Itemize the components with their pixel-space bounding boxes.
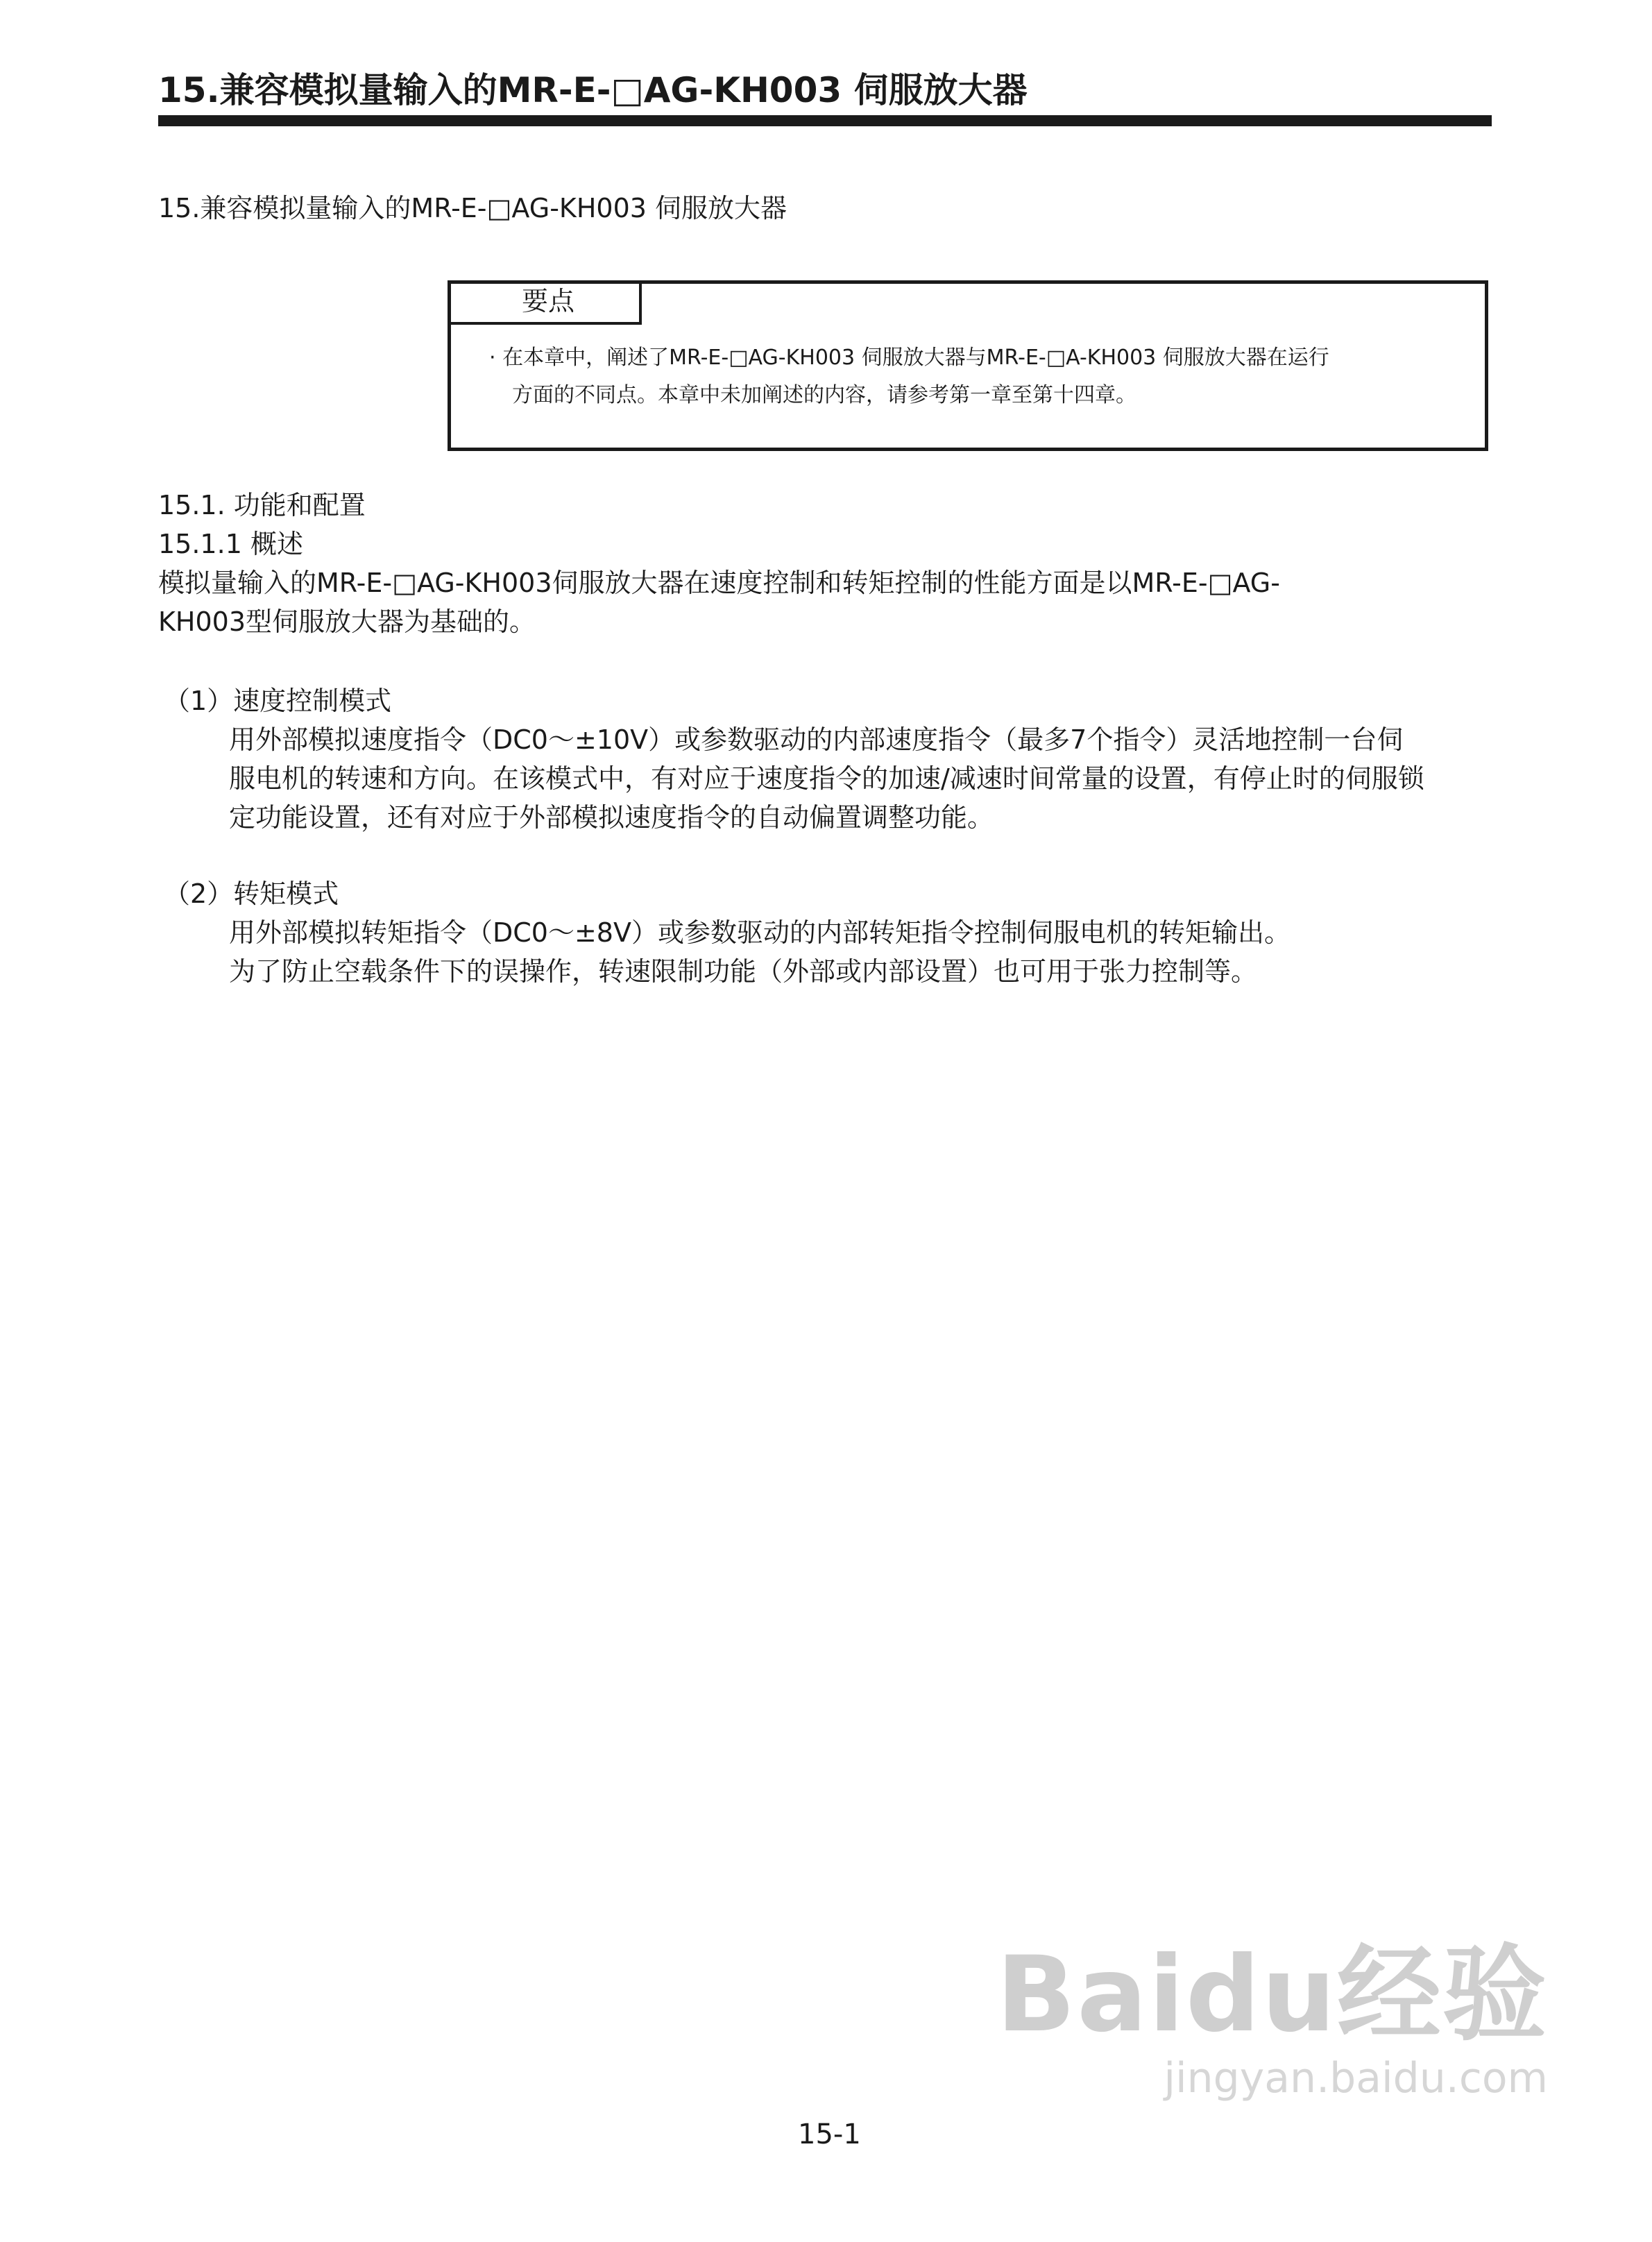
note-label: 要点 <box>522 286 575 316</box>
note-line-1: · 在本章中，阐述了MR-E-□AG-KH003 伺服放大器与MR-E-□A-KH003 伺服放大器在运行 <box>489 346 1329 370</box>
header-rule <box>158 115 1492 126</box>
mode-2-line-2: 为了防止空载条件下的误操作，转速限制功能（外部或内部设置）也可用于张力控制等。 <box>229 956 1258 987</box>
baidu-watermark <box>996 1936 1548 2103</box>
section-heading: 15.兼容模拟量输入的MR-E-□AG-KH003 伺服放大器 <box>158 193 787 223</box>
page-number: 15-1 <box>798 2118 861 2150</box>
mode-2-title: （2）转矩模式 <box>164 878 339 909</box>
section-15-1-heading: 15.1. 功能和配置 <box>158 490 366 520</box>
page-header-title: 15.兼容模拟量输入的MR-E-□AG-KH003 伺服放大器 <box>158 70 1028 110</box>
watermark-url: jingyan.baidu.com <box>1164 2054 1548 2103</box>
section-15-1-1-heading: 15.1.1 概述 <box>158 529 303 559</box>
watermark-logo: Baidu经验 <box>996 1935 1548 2055</box>
mode-1-line-1: 用外部模拟速度指令（DC0～±10V）或参数驱动的内部速度指令（最多7个指令）灵活地控制一台伺 <box>229 724 1404 755</box>
mode-1-line-3: 定功能设置，还有对应于外部模拟速度指令的自动偏置调整功能。 <box>229 802 994 833</box>
intro-line-1: 模拟量输入的MR-E-□AG-KH003伺服放大器在速度控制和转矩控制的性能方面是以MR-E-□AG- <box>158 568 1280 598</box>
mode-2-line-1: 用外部模拟转矩指令（DC0～±8V）或参数驱动的内部转矩指令控制伺服电机的转矩输出。 <box>229 917 1291 948</box>
note-line-2: 方面的不同点。本章中未加阐述的内容，请参考第一章至第十四章。 <box>512 383 1136 407</box>
intro-line-2: KH003型伺服放大器为基础的。 <box>158 606 536 637</box>
mode-1-line-2: 服电机的转速和方向。在该模式中，有对应于速度指令的加速/减速时间常量的设置，有停止时的伺服锁 <box>229 763 1424 794</box>
mode-1-title: （1）速度控制模式 <box>164 686 392 716</box>
